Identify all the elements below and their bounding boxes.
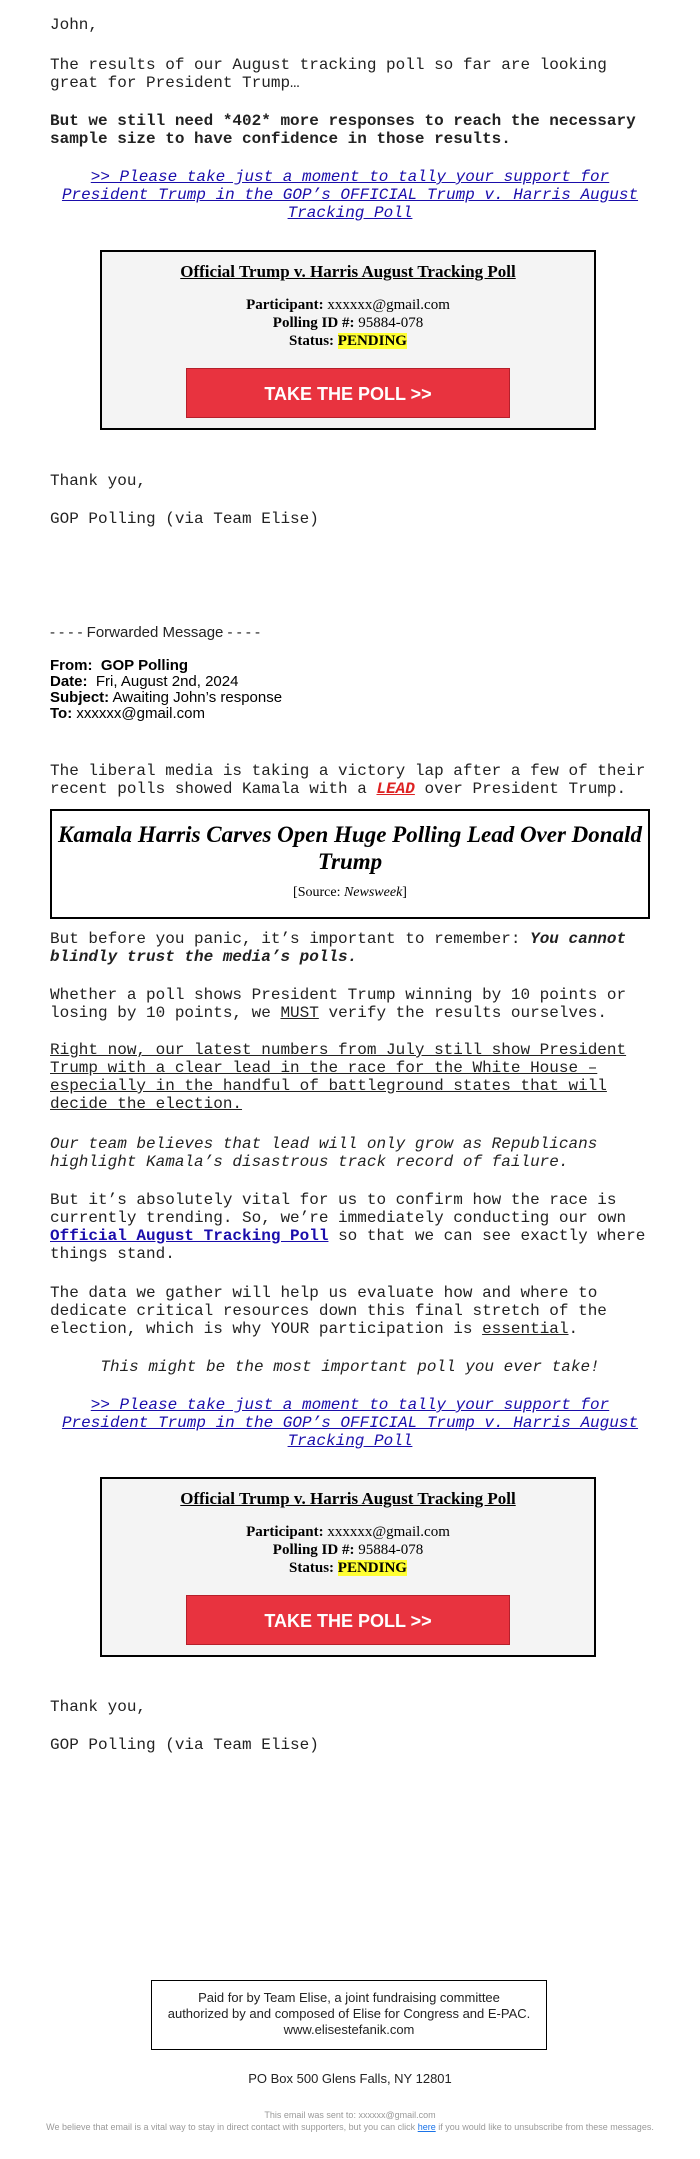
poll-status-2 <box>102 1559 594 1577</box>
intro-paragraph-1: The results of our August tracking poll so far are looking great for President Trump… <box>50 56 607 92</box>
signature-text-2: GOP Polling (via Team Elise) <box>50 1736 319 1754</box>
forwarded-headers <box>50 658 650 722</box>
headline-text: Kamala Harris Carves Open Huge Polling Lead Over Donald Trump <box>58 822 642 874</box>
body-paragraph-5: Our team believes that lead will only grow as Republicans highlight Kamala’s disastrous track record of failure. <box>50 1135 598 1171</box>
body-paragraph-7 <box>50 1284 650 1338</box>
thanks-text-2: Thank you, <box>50 1698 147 1716</box>
source-prefix: [Source: <box>293 885 341 900</box>
date-label: Date: <box>50 673 88 690</box>
body-paragraph-2 <box>50 930 650 966</box>
forwarded-divider: - - - - Forwarded Message - - - - <box>50 624 261 641</box>
poll-card-2 <box>100 1477 596 1657</box>
body-p6-text-b: so that we can see exactly where things stand. <box>50 1227 646 1263</box>
unsubscribe-notice <box>40 2122 660 2133</box>
poll-status <box>102 332 594 350</box>
participant-value-2: xxxxxx@gmail.com <box>327 1524 450 1540</box>
to-value: xxxxxx@gmail.com <box>76 705 205 722</box>
from-value: GOP Polling <box>100 657 189 674</box>
take-poll-button[interactable]: TAKE THE POLL >> <box>186 368 510 418</box>
body-p1-text-a: The liberal media is taking a victory lap after a few of their recent polls showed Kamala with a <box>50 762 646 798</box>
body-p2-emphasis: You cannot blindly trust the media’s polls. <box>50 930 627 966</box>
sent-to-notice: This email was sent to: xxxxxx@gmail.com <box>264 2110 436 2120</box>
poll-participant-2 <box>102 1523 594 1541</box>
intro-poll-link[interactable]: >> Please take just a moment to tally your support for President Trump in the GOP’s OFFICIAL Trump v. Harris August Tracking Poll <box>61 168 639 222</box>
status-label: Status: <box>289 333 335 349</box>
mailing-address: PO Box 500 Glens Falls, NY 12801 <box>248 2071 452 2086</box>
must-emphasis: MUST <box>280 1004 319 1022</box>
status-label-2: Status: <box>289 1560 335 1576</box>
polling-id-value: 95884-078 <box>358 315 424 331</box>
date-value: Fri, August 2nd, 2024 <box>95 673 239 690</box>
body-paragraph-6 <box>50 1191 650 1263</box>
source-suffix: ] <box>402 885 407 900</box>
poll-id-2 <box>102 1541 594 1559</box>
polling-id-label: Polling ID #: <box>272 315 355 331</box>
body-p2-text-a: But before you panic, it’s important to remember: <box>50 930 521 948</box>
date-row <box>50 674 650 690</box>
poll-card <box>100 250 596 430</box>
source-name: Newsweek <box>343 885 403 900</box>
unsubscribe-text-a: We believe that email is a vital way to stay in direct contact with supporters, but you can click <box>46 2122 416 2132</box>
poll-title: Official Trump v. Harris August Tracking Poll <box>180 262 516 281</box>
body-p7-text-b: . <box>568 1320 579 1338</box>
body-p7-text-a: The data we gather will help us evaluate how and where to dedicate critical resources down this final stretch of the election, which is why YOUR participation is <box>50 1284 607 1338</box>
poll-id <box>102 314 594 332</box>
poll-title-2: Official Trump v. Harris August Tracking Poll <box>180 1489 516 1508</box>
polling-id-value-2: 95884-078 <box>358 1542 424 1558</box>
body-p3-text-a: Whether a poll shows President Trump winning by 10 points or losing by 10 points, we <box>50 986 627 1022</box>
body-paragraph-8: This might be the most important poll you ever take! <box>100 1358 600 1376</box>
body-paragraph-4: Right now, our latest numbers from July still show President Trump with a clear lead in the race for the White House – especially in the handful of battleground states that will decide the election. <box>50 1041 627 1113</box>
to-row <box>50 706 650 722</box>
body-p1-text-b: over President Trump. <box>424 780 627 798</box>
headline-source <box>52 885 648 901</box>
status-badge: PENDING <box>337 333 407 349</box>
subject-label: Subject: <box>50 689 110 706</box>
intro-paragraph-2: But we still need *402* more responses to reach the necessary sample size to have confidence in those results. <box>50 112 636 148</box>
unsubscribe-link[interactable]: here <box>417 2122 436 2132</box>
lead-emphasis: LEAD <box>376 780 415 798</box>
essential-emphasis: essential <box>482 1320 569 1338</box>
body-cta-paragraph <box>56 1396 644 1450</box>
body-p6-text-a: But it’s absolutely vital for us to confirm how the race is currently trending. So, we’re immediately conducting our own <box>50 1191 627 1227</box>
unsubscribe-text-b: if you would like to unsubscribe from these messages. <box>438 2122 654 2132</box>
subject-row <box>50 690 650 706</box>
tracking-poll-link[interactable]: Official August Tracking Poll <box>50 1227 329 1245</box>
from-label: From: <box>50 657 93 674</box>
greeting: John, <box>50 16 99 34</box>
from-row <box>50 658 650 674</box>
poll-participant <box>102 296 594 314</box>
to-label: To: <box>50 705 73 722</box>
status-badge-2: PENDING <box>337 1560 407 1576</box>
subject-value: Awaiting John’s response <box>112 689 283 706</box>
paid-for-disclaimer: Paid for by Team Elise, a joint fundraising committee authorized by and composed of Elise for Congress and E-PAC. www.elisestefanik.com <box>151 1980 547 2050</box>
thanks-text: Thank you, <box>50 472 147 490</box>
participant-value: xxxxxx@gmail.com <box>327 297 450 313</box>
body-paragraph-3 <box>50 986 650 1022</box>
polling-id-label-2: Polling ID #: <box>272 1542 355 1558</box>
participant-label-2: Participant: <box>246 1524 324 1540</box>
body-p3-text-b: verify the results ourselves. <box>328 1004 607 1022</box>
headline-box <box>50 809 650 919</box>
signature-text: GOP Polling (via Team Elise) <box>50 510 319 528</box>
take-poll-button-2[interactable]: TAKE THE POLL >> <box>186 1595 510 1645</box>
body-poll-link[interactable]: >> Please take just a moment to tally your support for President Trump in the GOP’s OFFICIAL Trump v. Harris August Tracking Poll <box>61 1396 639 1450</box>
body-paragraph-1 <box>50 762 650 798</box>
participant-label: Participant: <box>246 297 324 313</box>
intro-cta-paragraph <box>56 168 644 222</box>
